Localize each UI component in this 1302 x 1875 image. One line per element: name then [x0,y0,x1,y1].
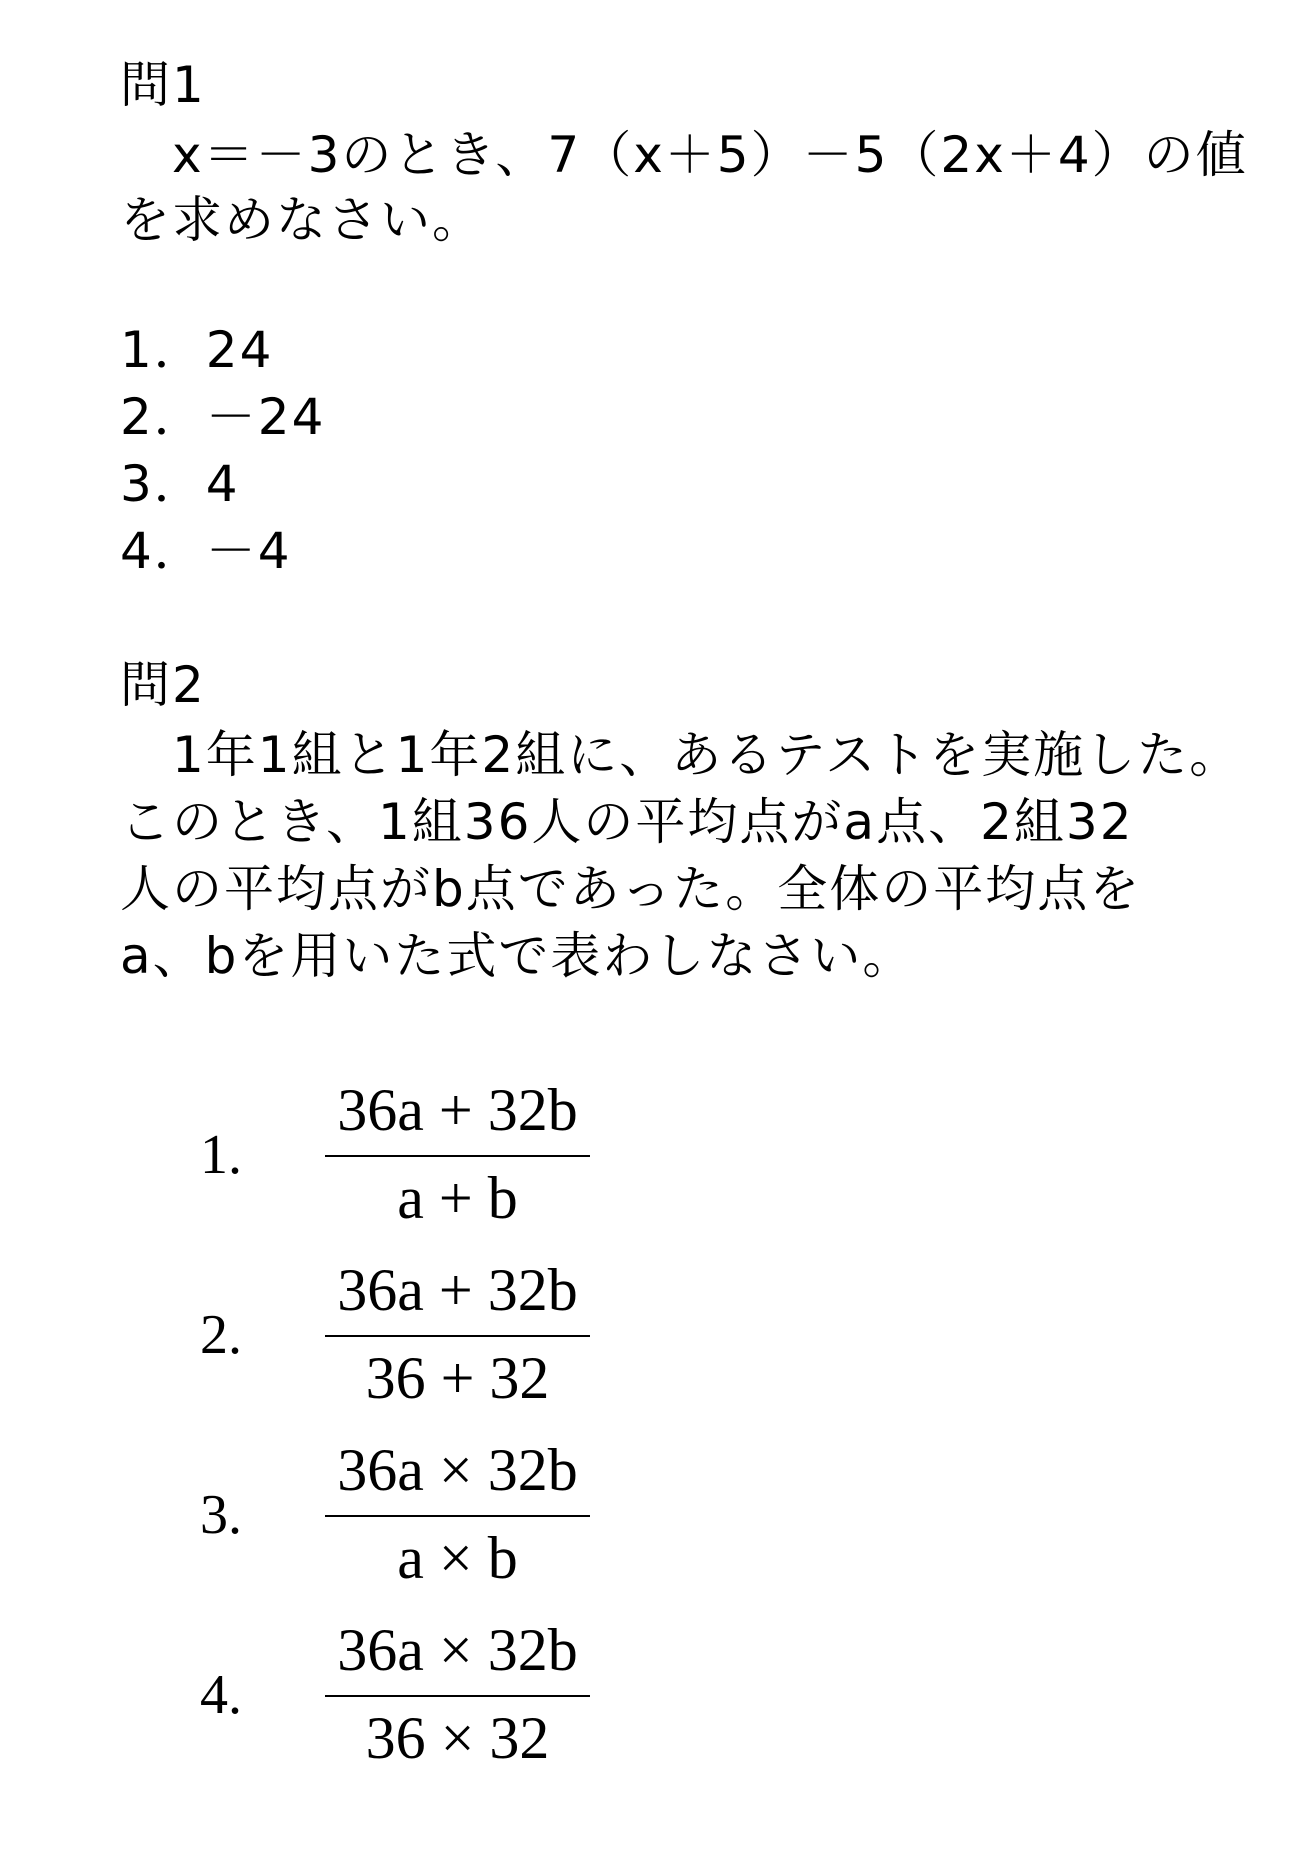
question-2-title: 問2 [120,656,206,714]
fraction [325,1435,590,1605]
question-2-text-line-2: このとき、1組36人の平均点がa点、2組32 [120,793,1134,851]
question-2-text-line-1: 1年1組と1年2組に、あるテストを実施した。 [120,726,1242,784]
question-2-choice-4 [200,1615,700,1785]
question-1-text-line-1: x＝－3のとき、7（x＋5）－5（2x＋4）の値 [120,126,1248,184]
choice-number: 2. [200,1304,242,1366]
fraction-bar [325,1335,590,1337]
fraction-numerator: 36a × 32b [337,1437,578,1503]
fraction-numerator: 36a + 32b [337,1077,578,1143]
question-1-title: 問1 [120,56,206,114]
question-2-text-line-3: 人の平均点がb点であった。全体の平均点を [120,860,1142,918]
fraction-denominator: a + b [397,1165,518,1231]
fraction-denominator: 36 × 32 [365,1705,550,1771]
question-2-choice-3 [200,1435,700,1605]
fraction-numerator: 36a + 32b [337,1257,578,1323]
fraction [325,1615,590,1785]
question-2-choice-1 [200,1075,700,1245]
fraction-numerator: 36a × 32b [337,1617,578,1683]
fraction-bar [325,1155,590,1157]
question-1-text-line-2: を求めなさい。 [120,191,484,249]
question-1-choice-3: 3．4 [120,455,240,513]
question-2-text-line-4: a、bを用いた式で表わしなさい。 [120,927,915,985]
question-1-choice-1: 1．24 [120,321,274,379]
fraction-denominator: 36 + 32 [365,1345,550,1411]
fraction-bar [325,1695,590,1697]
fraction [325,1255,590,1425]
question-2-choice-2 [200,1255,700,1425]
choice-number: 1. [200,1124,242,1186]
question-1-choice-4: 4．－4 [120,522,292,580]
fraction [325,1075,590,1245]
fraction-denominator: a × b [397,1525,518,1591]
choice-number: 3. [200,1484,242,1546]
fraction-bar [325,1515,590,1517]
question-1-choice-2: 2．－24 [120,388,326,446]
choice-number: 4. [200,1664,242,1726]
